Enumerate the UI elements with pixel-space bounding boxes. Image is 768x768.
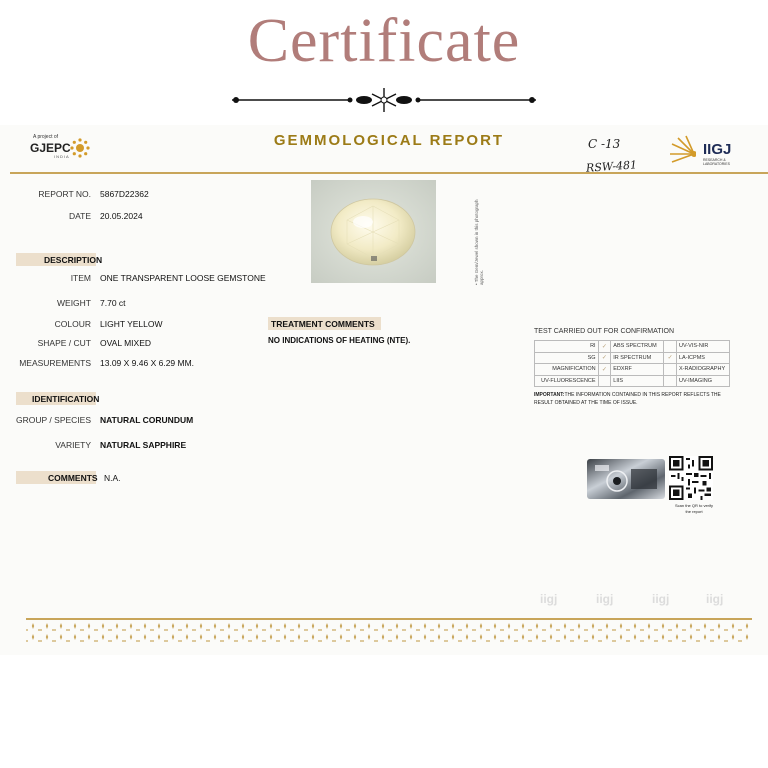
test-cell: X-RADIOGRAPHY [676,364,729,376]
gjepc-caption: A project of [33,134,59,140]
test-label: SG [535,352,599,364]
iigj-logo-sub: RESEARCH & LABORATORIES [703,158,730,166]
table-row [535,352,730,364]
comments-value: N.A. [104,473,121,483]
test-cell: IR SPECTRUM [611,352,664,364]
ornament-divider [232,85,536,115]
date-value: 20.05.2024 [100,211,143,221]
check-icon [664,341,677,353]
table-row [535,364,730,376]
gemstone-photo [311,180,436,283]
description-heading: DESCRIPTION [16,253,96,266]
report-no-label: REPORT NO. [38,189,91,199]
test-cell: UV-VIS-NIR [676,341,729,353]
item-value: ONE TRANSPARENT LOOSE GEMSTONE [100,273,266,283]
test-cell: LA-ICPMS [676,352,729,364]
qr-caption: Scan the QR to verify the report [674,503,713,514]
weight-label: WEIGHT [57,298,91,308]
photo-caption: • The Gem/Jewel shown in this photograph approx. [474,199,484,285]
check-icon [664,364,677,376]
watermark-logo: iigj [706,592,724,606]
check-icon: ✓ [598,364,611,376]
report-heading: GEMMOLOGICAL REPORT [273,132,505,149]
check-icon: ✓ [598,352,611,364]
variety-value: NATURAL SAPPHIRE [100,440,187,450]
iigj-logo-text: IIGJ [703,141,732,158]
check-icon: ✓ [598,341,611,353]
weight-value: 7.70 ct [100,298,126,308]
test-cell: ABS SPECTRUM [611,341,664,353]
watermark-logo: iigj [596,592,614,606]
footer-gold-line [26,618,752,620]
watermark-logo: iigj [540,592,558,606]
shape-label: SHAPE / CUT [37,338,91,348]
qr-code[interactable] [669,456,713,500]
hologram-seal [587,459,665,499]
notice-strong: IMPORTANT: [534,392,565,398]
test-cell: UV-IMAGING [676,375,729,387]
check-icon: ✓ [664,352,677,364]
table-row [535,341,730,353]
test-label: MAGNIFICATION [535,364,599,376]
iigj-sun-icon [666,134,696,164]
gjepc-logo-sub: INDIA [54,154,70,159]
measurements-value: 13.09 X 9.46 X 6.29 MM. [100,358,195,368]
notice-text: THE INFORMATION CONTAINED IN THIS REPORT REFLECTS THE RESULT OBTAINED AT THE TIME OF ISSUE. [534,392,721,406]
header-gold-line [10,172,768,174]
important-notice [534,392,724,407]
date-label: DATE [68,211,91,221]
identification-heading: IDENTIFICATION [16,392,96,405]
treatment-heading: TREATMENT COMMENTS [268,317,381,330]
variety-label: VARIETY [55,440,91,450]
watermark-logo: iigj [652,592,670,606]
handwritten-note-1: C -13 [588,137,621,151]
handwritten-note-2: RSW-481 [585,158,638,175]
test-cell: EDXRF [611,364,664,376]
colour-label: COLOUR [54,319,91,329]
certificate-title: Certificate [247,7,521,75]
decorative-dot-border [26,622,752,644]
group-label: GROUP / SPECIES [16,415,91,425]
item-label: ITEM [70,273,91,283]
measurements-label: MEASUREMENTS [19,358,91,368]
tests-table [534,340,730,387]
test-cell: LIIS [611,375,664,387]
check-icon [598,375,611,387]
check-icon [664,375,677,387]
gjepc-logo-text: GJEPC [30,141,71,155]
table-row [535,375,730,387]
treatment-value: NO INDICATIONS OF HEATING (NTE). [268,336,411,345]
shape-value: OVAL MIXED [100,338,152,348]
tests-title: TEST CARRIED OUT FOR CONFIRMATION [534,328,675,335]
colour-value: LIGHT YELLOW [100,319,163,329]
comments-heading: COMMENTS [16,471,96,484]
group-value: NATURAL CORUNDUM [100,415,194,425]
test-label: UV-FLUORESCENCE [535,375,599,387]
test-label: RI [535,341,599,353]
report-no-value: 5867D22362 [100,189,149,199]
